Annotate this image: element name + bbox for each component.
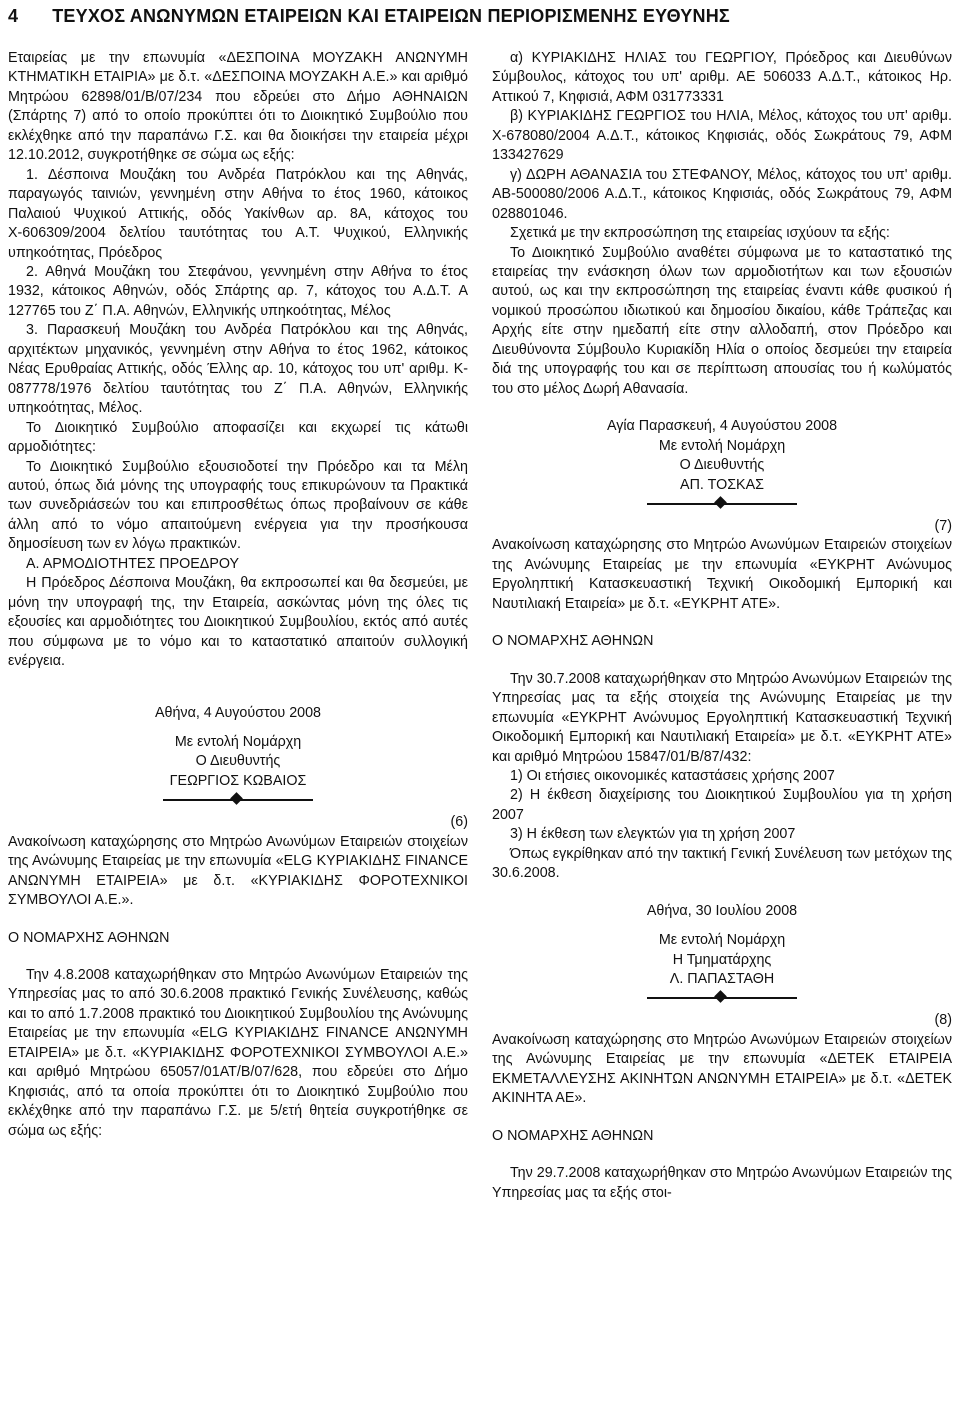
item-7-approval: Όπως εγκρίθηκαν από την τακτική Γενική Συνέλευση των μετόχων της 30.6.2008. <box>492 845 952 882</box>
signature-place-date: Αγία Παρασκευή, 4 Αυγούστου 2008 <box>606 418 838 435</box>
diamond-icon <box>230 792 243 805</box>
signature-role: Ο Διευθυντής <box>195 753 281 770</box>
text-columns <box>8 49 952 1203</box>
item-number-7: (7) <box>934 517 952 534</box>
item-6-heading: Ανακοίνωση καταχώρησης στο Μητρώο Ανωνύμων Εταιρειών στοιχείων της Ανώνυμης Εταιρείας με την επωνυμία «ELG ΚΥΡΙΑΚΙΔΗΣ FINANCE ΑΝΩΝΥΜΗ ΕΤΑΙΡΕΙΑ» με δ.τ. «ΚΥΡΙΑΚΙΔΗΣ ΦΟΡΟΤΕΧΝΙΚΟΙ ΣΥΜΒΟΥΛΟΙ Α.Ε.». <box>8 833 468 909</box>
section-divider <box>163 793 313 807</box>
signature-name: ΑΠ. ΤΟΣΚΑΣ <box>680 476 764 493</box>
decision-paragraph: Το Διοικητικό Συμβούλιο αποφασίζει και εκχωρεί τις κάτωθι αρμοδιότητες: <box>8 419 468 456</box>
section-divider <box>647 991 797 1005</box>
section-divider <box>647 497 797 511</box>
signature-order: Με εντολή Νομάρχη <box>658 437 786 454</box>
right-column <box>492 49 952 1203</box>
board-member-c: γ) ΔΩΡΗ ΑΘΑΝΑΣΙΑ του ΣΤΕΦΑΝΟΥ, Μέλος, κάτοχος του υπ' αριθμ. ΑΒ-500080/2006 Α.Δ.Τ., κάτοικος Κηφισιάς, οδός Σωκράτους 79, ΑΦΜ 028801046. <box>492 166 952 222</box>
signature-block-1 <box>8 704 468 792</box>
intro-paragraph: Εταιρείας με την επωνυμία «ΔΕΣΠΟΙΝΑ ΜΟΥΖΑΚΗ ΑΝΩΝΥΜΗ ΚΤΗΜΑΤΙΚΗ ΕΤΑΙΡΙΑ» με δ.τ. «ΔΕΣΠΟΙΝΑ ΜΟΥΖΑΚΗ Α.Ε.» και αριθμό Μητρώου 62898/01/Β/07/234 που εδρεύει στο Δήμο ΑΘΗΝΑΙΩΝ (Σπάρτης 7) από το οποίο προκύπτει ότι το Διοικητικό Συμβούλιο που εκλέχθηκε από την παραπάνω Γ.Σ. και θα διοικήσει την εταιρεία μέχρι 12.10.2012, συγκροτήθηκε σε σώμα ως εξής: <box>8 50 468 164</box>
authorization-paragraph: Το Διοικητικό Συμβούλιο εξουσιοδοτεί την Πρόεδρο και τα Μέλη αυτού, όπως διά μόνης της υπογραφής τους επικυρώνουν τα Πρακτικά των συνεδριάσεών του και επιπροσθέτως όπως προβαίνουν σε κάθε άλλη από το νόμο απαιτούμενη ενέργεια για την προσήκουσα δημοσίευση των εν λόγω πρακτικών. <box>8 458 468 553</box>
item-6-authority: Ο ΝΟΜΑΡΧΗΣ ΑΘΗΝΩΝ <box>8 929 170 946</box>
representation-intro: Σχετικά με την εκπροσώπηση της εταιρείας ισχύουν τα εξής: <box>510 225 890 242</box>
president-powers-paragraph: Η Πρόεδρος Δέσποινα Μουζάκη, θα εκπροσωπεί και θα δεσμεύει, με μόνη την υπογραφή της, την Εταιρεία, ασκώντας μόνη της όλες τις εξουσίες και αρμοδιότητες του Διοικητικού Συμβουλίου, εκτός από αυτές που σύμφωνα με το νόμο και το καταστατικό απαιτούν συλλογική ενέργεια. <box>8 575 468 670</box>
section-a-heading: Α. ΑΡΜΟΔΙΟΤΗΤΕΣ ΠΡΟΕΔΡΟΥ <box>26 555 240 572</box>
item-8-body: Την 29.7.2008 καταχωρήθηκαν στο Μητρώο Ανωνύμων Εταιρειών της Υπηρεσίας μας τα εξής στοι- <box>492 1165 952 1201</box>
board-member-2: 2. Αθηνά Μουζάκη του Στεφάνου, γεννημένη στην Αθήνα το έτος 1932, κάτοικος Αθηνών, οδός Σπάρτης αρ. 7, κάτοχος του Α.Δ.Τ. Α 127765 του Ζ΄ Π.Α. Αθηνών, Ελληνικής υπηκοότητας, Μέλος <box>8 263 468 319</box>
item-8-authority: Ο ΝΟΜΑΡΧΗΣ ΑΘΗΝΩΝ <box>492 1127 654 1144</box>
signature-name: ΓΕΩΡΓΙΟΣ ΚΩΒΑΙΟΣ <box>169 772 307 789</box>
item-7-authority: Ο ΝΟΜΑΡΧΗΣ ΑΘΗΝΩΝ <box>492 633 654 650</box>
representation-paragraph: Το Διοικητικό Συμβούλιο αναθέτει σύμφωνα με το καταστατικό της εταιρείας την ενάσκηση όλων των αρμοδιοτήτων και των εξουσιών αυτού, ως και την εκπροσώπηση της εταιρείας έναντι κάθε φυσικού ή νομικού προσώπου ιδιωτικού και δημοσίου δικαίου, κάθε Τράπεζας και Αρχής είτε στην ημεδαπή είτε στην αλλοδαπή, στον Πρόεδρο και Διευθύνοντα Σύμβουλο Κυριακίδη Ηλία ο οποίος δεσμεύει την εταιρεία διά της υπογραφής του και σε περίπτωση απουσίας του ή κωλύματός του στο μέλος Δωρή Αθανασία. <box>492 244 952 397</box>
signature-role: Η Τμηματάρχης <box>672 951 772 968</box>
item-7-list-1: 1) Οι ετήσιες οικονομικές καταστάσεις χρήσης 2007 <box>510 767 835 784</box>
signature-block-2 <box>492 417 952 495</box>
signature-name: Λ. ΠΑΠΑΣΤΑΘΗ <box>669 971 775 988</box>
board-member-1: 1. Δέσποινα Μουζάκη του Ανδρέα Πατρόκλου και της Αθηνάς, παραγωγός ταινιών, γεννημένη στην Αθήνα το έτος 1960, κάτοικος Παλαιού Ψυχικού Αττικής, οδός Υακίνθων αρ. 8Α, κάτοχος του Χ-606309/2004 δελτίου ταυτότητας του Α.Τ. Ψυχικού, Ελληνικής υπηκοότητας, Πρόεδρος <box>8 166 468 261</box>
signature-block-3 <box>492 902 952 990</box>
item-number-8: (8) <box>934 1012 952 1029</box>
page-number: 4 <box>8 6 19 26</box>
diamond-icon <box>714 496 727 509</box>
running-title: ΤΕΥΧΟΣ ΑΝΩΝΥΜΩΝ ΕΤΑΙΡΕΙΩΝ ΚΑΙ ΕΤΑΙΡΕΙΩΝ ΠΕΡΙΟΡΙΣΜΕΝΗΣ ΕΥΘΥΝΗΣ <box>52 6 730 26</box>
item-6-body: Την 4.8.2008 καταχωρήθηκαν στο Μητρώο Ανωνύμων Εταιρειών της Υπηρεσίας μας το από 30.6.2008 πρακτικό Γενικής Συνέλευσης, καθώς και το από 1.7.2008 πρακτικό του Διοικητικού Συμβουλίου της Ανώνυμης Εταιρείας με την επωνυμία «ELG ΚΥΡΙΑΚΙΔΗΣ FINANCE ΑΝΩΝΥΜΗ ΕΤΑΙΡΕΙΑ» με δ.τ. «ΚΥΡΙΑΚΙΔΗΣ ΦΟΡΟΤΕΧΝΙΚΟΙ ΣΥΜΒΟΥΛΟΙ Α.Ε.» και αριθμό Μητρώου 65057/01ΑΤ/Β/07/628, που εδρεύει στο Δήμο Κηφισιάς, από τα οποία προκύπτει ότι το Διοικητικό Συμβούλιο που εκλέχθηκε από την παραπάνω Γ.Σ. με 5/ετή θητεία συγκροτήθηκε σε σώμα ως εξής: <box>8 967 468 1139</box>
item-7-heading: Ανακοίνωση καταχώρησης στο Μητρώο Ανωνύμων Εταιρειών στοιχείων της Ανώνυμης Εταιρείας με την επωνυμία «ΕΥΚΡΗΤ Ανώνυμος Εργοληπτική Κατασκευαστική Τεχνική Οικοδομική Εμπορική και Ναυτιλιακή Εταιρεία» με δ.τ. «ΕΥΚΡΗΤ ΑΤΕ». <box>492 537 952 612</box>
board-member-b: β) ΚΥΡΙΑΚΙΔΗΣ ΓΕΩΡΓΙΟΣ του ΗΛΙΑ, Μέλος, κάτοχος του υπ' αριθμ. Χ-678080/2004 Α.Δ.Τ., κάτοικος Κηφισιάς, οδός Σωκράτους 79, ΑΦΜ 133427629 <box>492 108 952 164</box>
item-number-6: (6) <box>450 814 468 831</box>
signature-order: Με εντολή Νομάρχη <box>174 733 302 750</box>
board-member-a: α) ΚΥΡΙΑΚΙΔΗΣ ΗΛΙΑΣ του ΓΕΩΡΓΙΟΥ, Πρόεδρος και Διευθύνων Σύμβουλος, κάτοχος του υπ' αριθμ. ΑΕ 506033 Α.Δ.Τ., κάτοικος Ηρ. Αττικού 7, Κηφισιά, ΑΦΜ 031773331 <box>492 50 952 105</box>
item-7-list-2: 2) Η έκθεση διαχείρισης του Διοικητικού Συμβουλίου για τη χρήση 2007 <box>492 787 952 823</box>
signature-role: Ο Διευθυντής <box>679 457 765 474</box>
page-header <box>8 6 952 36</box>
signature-place-date: Αθήνα, 30 Ιουλίου 2008 <box>646 902 798 919</box>
board-member-3: 3. Παρασκευή Μουζάκη του Ανδρέα Πατρόκλου και της Αθηνάς, αρχιτέκτων μηχανικός, γεννημένη στην Αθήνα το έτος 1962, κάτοικος Νέας Ερυθραίας Αττικής, οδός Έλλης αρ. 10, κάτοχος του υπ' αριθμ. Κ- 087778/1976 δελτίου ταυτότητας του Ζ΄ Π.Α. Αθηνών, Ελληνικής υπηκοότητας, Μέλος. <box>8 322 468 417</box>
item-7-body: Την 30.7.2008 καταχωρήθηκαν στο Μητρώο Ανωνύμων Εταιρειών της Υπηρεσίας μας τα εξής στοιχεία της Ανώνυμης Εταιρείας με την επωνυμία «ΕΥΚΡΗΤ Ανώνυμος Εργοληπτική Κατασκευαστική Τεχνική Οικοδομική Εμπορική και Ναυτιλιακή Εταιρεία» με δ.τ. «ΕΥΚΡΗΤ ΑΤΕ» και αριθμό Μητρώου 15847/01/Β/87/432: <box>492 670 952 765</box>
signature-order: Με εντολή Νομάρχη <box>658 932 786 949</box>
diamond-icon <box>714 991 727 1004</box>
item-8-heading: Ανακοίνωση καταχώρησης στο Μητρώο Ανωνύμων Εταιρειών στοιχείων της Ανώνυμης Εταιρείας με την επωνυμία «ΔΕΤΕΚ ΕΤΑΙΡΕΙΑ ΕΚΜΕΤΑΛΛΕΥΣΗΣ ΑΚΙΝΗΤΩΝ ΑΝΩΝΥΜΗ ΕΤΑΙΡΕΙΑ» με δ.τ. «ΔΕΤΕΚ ΑΚΙΝΗΤΑ ΑΕ». <box>492 1031 952 1107</box>
item-7-list-3: 3) Η έκθεση των ελεγκτών για τη χρήση 2007 <box>510 826 796 843</box>
left-column <box>8 49 468 1203</box>
signature-place-date: Αθήνα, 4 Αυγούστου 2008 <box>154 704 322 721</box>
